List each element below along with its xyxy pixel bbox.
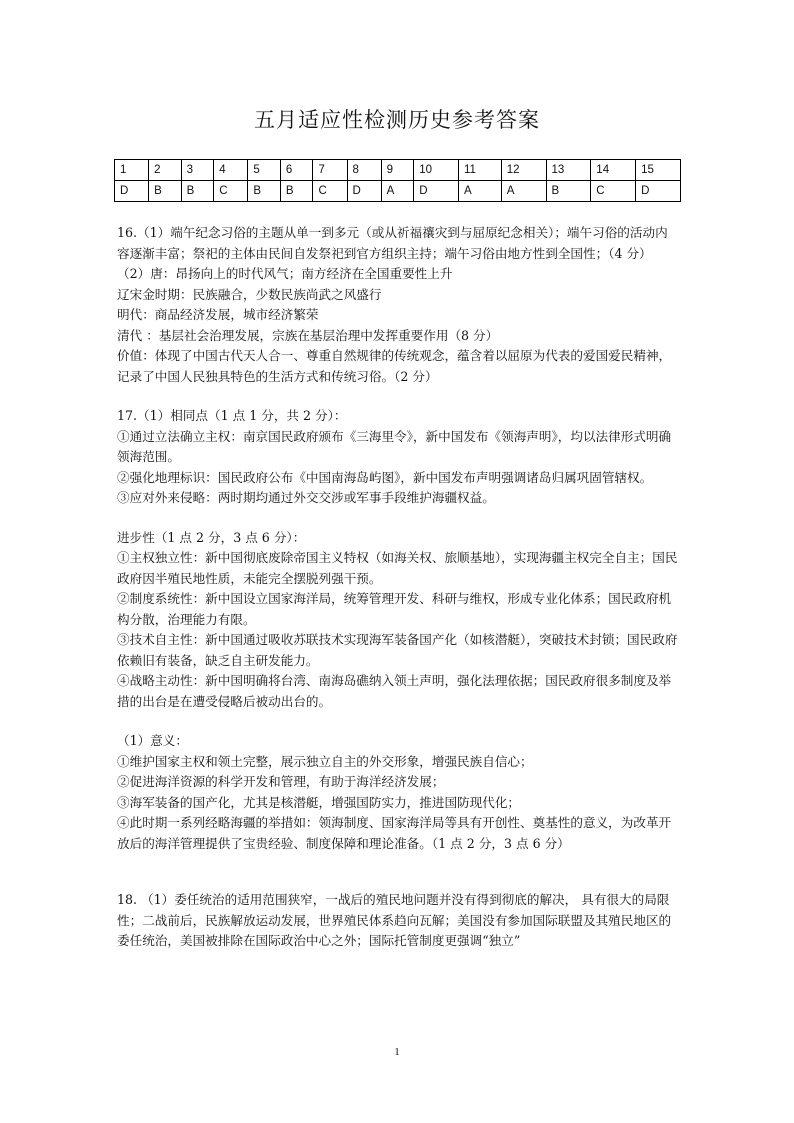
answer-cell: A	[381, 181, 414, 202]
question-number-cell: 2	[149, 160, 182, 181]
q17-paragraph: ①维护国家主权和领土完整，展示独立自主的外交形象，增强民族自信心；	[117, 753, 533, 769]
question-number-cell: 9	[381, 160, 414, 181]
page-title: 五月适应性检测历史参考答案	[254, 108, 540, 132]
question-number-cell: 11	[458, 160, 501, 181]
q17-paragraph: ①主权独立性：新中国彻底废除帝国主义特权（如海关权、旅顺基地），实现海疆主权完全自主；国民政府因半殖民地性质，未能完全摆脱列强干预。	[117, 550, 678, 586]
question-number-cell: 8	[347, 160, 381, 181]
answer-cell: C	[214, 181, 248, 202]
question-number-cell: 6	[280, 160, 313, 181]
q17-paragraph: 17.（1）相同点（1 点 1 分，共 2 分）：	[117, 408, 347, 423]
q17-paragraph: ③应对外来侵略：两时期均通过外交交涉或军事手段维护海疆权益。	[117, 490, 495, 505]
q17-paragraph: （1）意义：	[117, 733, 188, 748]
q16-paragraph: 辽宋金时期：民族融合，少数民族尚武之风盛行	[117, 286, 382, 302]
question-number-cell: 10	[414, 160, 459, 181]
q16-paragraph: 明代：商品经济发展，城市经济繁荣	[117, 307, 319, 322]
q16-paragraph: 清代 ：基层社会治理发展，宗族在基层治理中发挥重要作用（8 分）	[117, 327, 499, 343]
answer-cell: C	[591, 181, 636, 202]
answer-cell: D	[414, 181, 459, 202]
q17-paragraph: ③海军装备的国产化，尤其是核潜艇，增强国防实力，推进国防现代化；	[117, 794, 520, 810]
question-number-cell: 3	[181, 160, 214, 181]
question-number-cell: 1	[115, 160, 149, 181]
answer-cell: B	[181, 181, 214, 202]
answer-cell: C	[313, 181, 347, 202]
page-number: 1	[394, 1046, 400, 1058]
answer-cell: B	[546, 181, 591, 202]
question-number-cell: 7	[313, 160, 347, 181]
q18-paragraph: 18. （1）委任统治的适用范围狭窄，一战后的殖民地问题并没有得到彻底的解决， 具有很大的局限性；二战前后，民族解放运动发展，世界殖民体系趋向瓦解；美国没有参加国际联盟及其殖民地区的委任统治，美国被排除在国际政治中心之外；国际托管制度更强调“独立”	[117, 892, 672, 948]
answer-cell: B	[149, 181, 182, 202]
question-number-cell: 15	[636, 160, 681, 181]
answer-cell: A	[458, 181, 501, 202]
q17-paragraph: ①通过立法确立主权：南京国民政府颁布《三海里令》，新中国发布《领海声明》，均以法律形式明确领海范围。	[117, 428, 672, 464]
question-18-section	[117, 890, 680, 952]
question-number-cell: 13	[546, 160, 591, 181]
q17-paragraph: ②促进海洋资源的科学开发和管理，有助于海洋经济发展；	[117, 774, 445, 789]
question-16-section	[117, 223, 680, 387]
answer-table-answer-row	[115, 181, 681, 202]
question-number-cell: 12	[501, 160, 546, 181]
answer-body	[117, 223, 680, 952]
answer-table-number-row	[115, 160, 681, 181]
answer-cell: D	[636, 181, 681, 202]
q17-paragraph: ②强化地理标识：国民政府公布《中国南海岛屿图》，新中国发布声明强调诸岛归属巩固管辖权。	[117, 469, 653, 485]
q17-paragraph: 进步性（1 点 2 分，3 点 6 分）：	[117, 529, 306, 545]
q17-paragraph: ④战略主动性：新中国明确将台湾、南海岛礁纳入领土声明，强化法理依据；国民政府很多制度及举措的出台是在遭受侵略后被动出台的。	[117, 673, 672, 709]
question-17-section	[117, 406, 680, 854]
answer-cell: A	[501, 181, 546, 202]
question-number-cell: 14	[591, 160, 636, 181]
q17-paragraph: ④此时期一系列经略海疆的举措如：领海制度、国家海洋局等具有开创性、奠基性的意义，为改革开放后的海洋管理提供了宝贵经验、制度保障和理论准备。（1 点 2 分，3 点 6 分）	[117, 815, 672, 851]
answer-table	[114, 159, 681, 202]
answer-cell: B	[248, 181, 281, 202]
q16-paragraph: 价值：体现了中国古代天人合一、尊重自然规律的传统观念，蕴含着以屈原为代表的爱国爱民精神，记录了中国人民独具特色的生活方式和传统习俗。（2 分）	[117, 348, 672, 384]
answer-cell: D	[347, 181, 381, 202]
q16-paragraph: （2）唐：昂扬向上的时代风气；南方经济在全国重要性上升	[117, 266, 453, 281]
q16-paragraph: 16.（1）端午纪念习俗的主题从单一到多元（或从祈福禳灾到与屈原纪念相关）；端午习俗的活动内容逐渐丰富；祭祀的主体由民间自发祭祀到官方组织主持；端午习俗由地方性到全国性；（4 分）	[117, 225, 668, 261]
q17-paragraph: ③技术自主性：新中国通过吸收苏联技术实现海军装备国产化（如核潜艇），突破技术封锁；国民政府依赖旧有装备，缺乏自主研发能力。	[117, 632, 678, 668]
question-number-cell: 5	[248, 160, 281, 181]
q17-paragraph: ②制度系统性：新中国设立国家海洋局，统筹管理开发、科研与维权，形成专业化体系；国民政府机构分散，治理能力有限。	[117, 591, 672, 627]
answer-cell: D	[115, 181, 149, 202]
question-number-cell: 4	[214, 160, 248, 181]
answer-cell: B	[280, 181, 313, 202]
